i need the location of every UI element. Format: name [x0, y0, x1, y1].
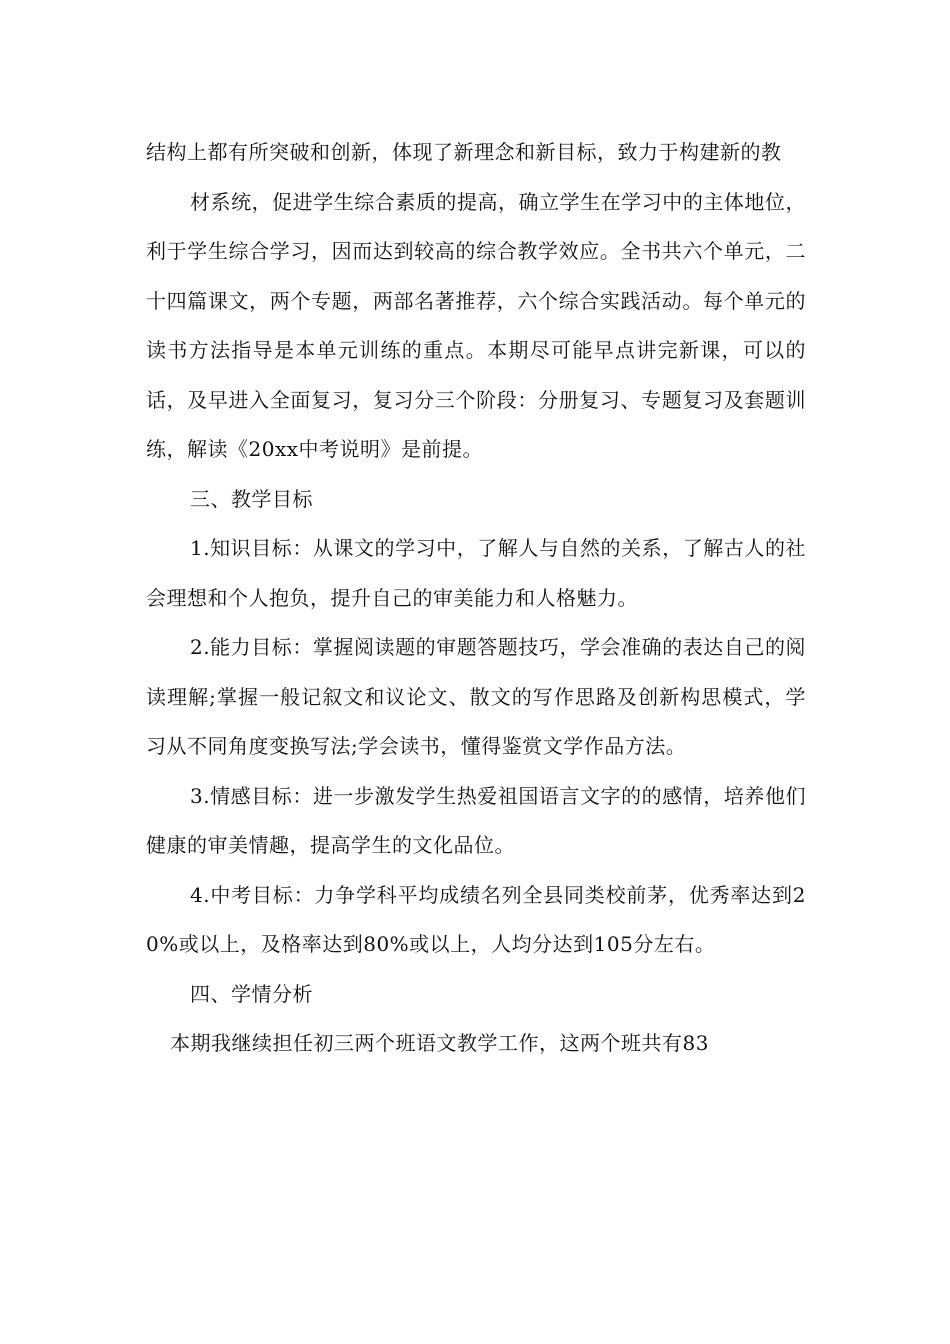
- paragraph-class-situation: 本期我继续担任初三两个班语文教学工作，这两个班共有83: [170, 1031, 709, 1055]
- paragraph-ability-goal: 2.能力目标：掌握阅读题的审题答题技巧，学会准确的表达自己的阅读理解;掌握一般记叙文和议论文、散文的写作思路及创新构思模式，学习从不同角度变换写法;学会读书，懂得鉴赏文学作品方法。: [146, 635, 806, 758]
- section-heading-learning-analysis: 四、学情分析: [190, 981, 313, 1006]
- paragraph-continued: 结构上都有所突破和创新，体现了新理念和新目标，致力于构建新的教: [146, 140, 782, 164]
- paragraph-knowledge-goal: 1.知识目标：从课文的学习中，了解人与自然的关系，了解古人的社会理想和个人抱负，提升自己的审美能力和人格魅力。: [146, 536, 806, 610]
- paragraph-exam-goal: 4.中考目标：力争学科平均成绩名列全县同类校前茅，优秀率达到20%或以上，及格率达到80%或以上，人均分达到105分左右。: [146, 882, 806, 956]
- document-body: [146, 128, 806, 1069]
- paragraph-textbook-overview: 材系统，促进学生综合素质的提高，确立学生在学习中的主体地位，利于学生综合学习，因而达到较高的综合教学效应。全书共六个单元，二十四篇课文，两个专题，两部名著推荐，六个综合实践活动。每个单元的读书方法指导是本单元训练的重点。本期尽可能早点讲完新课，可以的话，及早进入全面复习，复习分三个阶段：分册复习、专题复习及套题训练，解读《20xx中考说明》是前提。: [146, 189, 806, 461]
- section-heading-teaching-goals: 三、教学目标: [190, 486, 313, 511]
- paragraph-emotion-goal: 3.情感目标：进一步激发学生热爱祖国语言文字的的感情，培养他们健康的审美情趣，提高学生的文化品位。: [146, 783, 806, 857]
